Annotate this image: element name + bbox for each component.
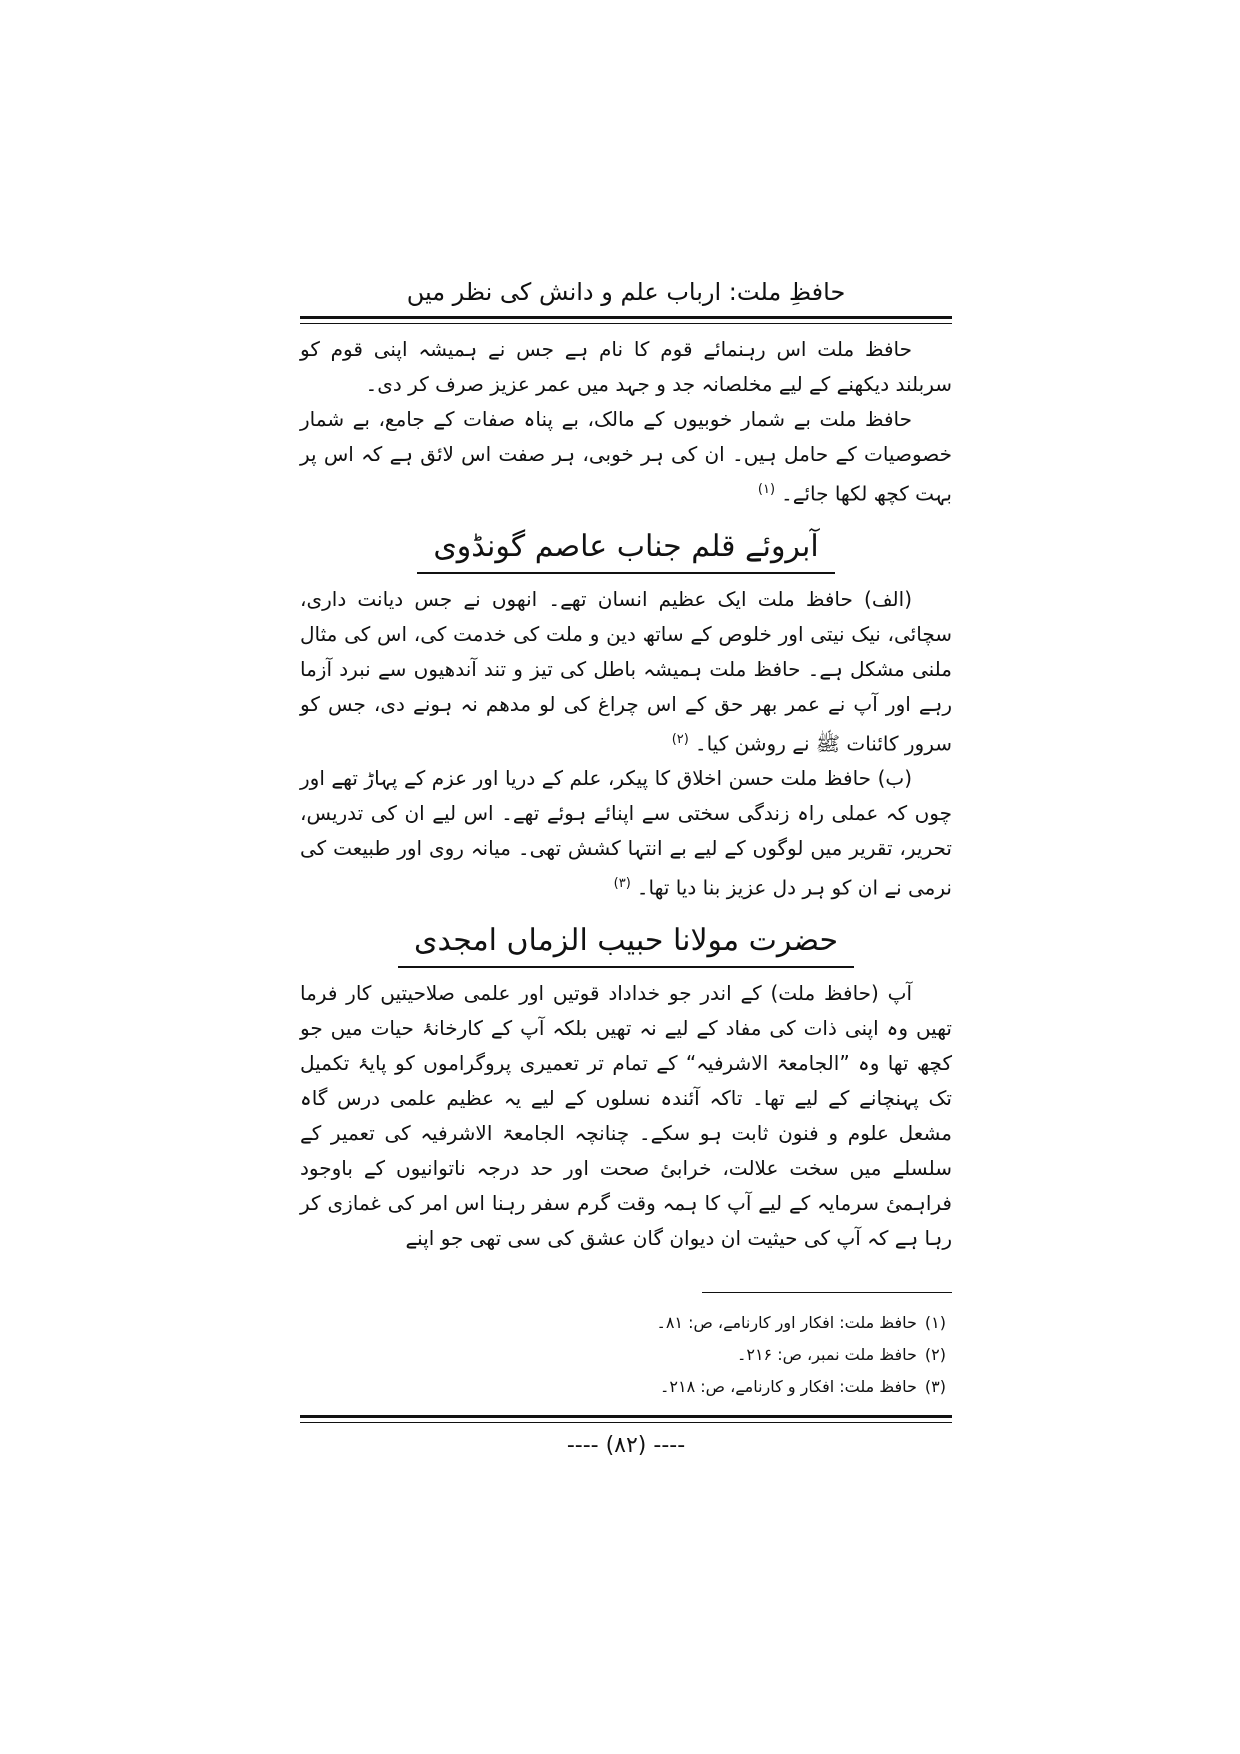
footnote-item: [300, 1371, 952, 1403]
intro-paragraph-1: حافظ ملت اس رہنمائے قوم کا نام ہے جس نے ہمیشہ اپنی قوم کو سربلند دیکھنے کے لیے مخلصانہ جد و جہد میں عمر عزیز صرف کر دی۔: [300, 337, 952, 396]
section1-paragraph-be: [300, 761, 952, 906]
running-title: حافظِ ملت: ارباب علم و دانش کی نظر میں: [406, 278, 846, 306]
footnote-ref-1: (۱): [757, 482, 776, 497]
section1-paragraph-alif-text: (الف) حافظ ملت ایک عظیم انسان تھے۔ انھوں نے جس دیانت داری، سچائی، نیک نیتی اور خلوص کے ساتھ دین و ملت کی خدمت کی، اس کی مثال ملنی مشکل ہے۔ حافظ ملت ہمیشہ باطل کی تیز و تند آندھیوں سے نبرد آزما رہے اور آپ نے عمر بھر حق کے اس چراغ کی لو مدھم نہ ہونے دی، جس کو سرور کائنات ﷺ نے روشن کیا۔: [300, 586, 952, 756]
footnote-ref-3: (۳): [613, 876, 631, 892]
footnote-number: (۱): [924, 1312, 946, 1332]
book-page: [300, 270, 952, 1463]
header-double-rule: [300, 316, 952, 324]
footnote-separator: [702, 1292, 952, 1293]
footnote-text: حافظ ملت نمبر، ص: ۲۱۶۔: [736, 1344, 917, 1364]
section1-paragraph-alif: [300, 582, 952, 762]
footnote-ref-2: (۲): [671, 731, 689, 747]
section-heading-habib-uz-zaman: [300, 918, 952, 968]
section-heading-asim-gondvi-text: آبروئے قلم جناب عاصم گونڈوی: [417, 524, 834, 574]
footnote-text: حافظ ملت: افکار اور کارنامے، ص: ۸۱۔: [656, 1312, 917, 1332]
section1-paragraph-be-text: (ب) حافظ ملت حسن اخلاق کا پیکر، علم کے دریا اور عزم کے پہاڑ تھے اور چوں کہ عملی راہ زندگی سختی سے اپنائے ہوئے تھے۔ اس لیے ان کی تدریس، تحریر، تقریر میں لوگوں کے لیے بے انتہا کشش تھی۔ میانہ روی اور طبیعت کی نرمی نے ان کو ہر دل عزیز بنا دیا تھا۔: [300, 766, 952, 900]
intro-paragraph-2: [300, 402, 952, 512]
section-heading-asim-gondvi: [300, 524, 952, 574]
intro-paragraph-2-text: حافظ ملت بے شمار خوبیوں کے مالک، بے پناہ صفات کے جامع، بے شمار خصوصیات کے حامل ہیں۔ ان کی ہر خوبی، ہر صفت اس لائق ہے کہ اس پر بہت کچھ لکھا جائے۔: [300, 407, 952, 506]
section-heading-habib-uz-zaman-text: حضرت مولانا حبیب الزماں امجدی: [398, 918, 854, 968]
section2-paragraph: آپ (حافظ ملت) کے اندر جو خداداد قوتیں اور علمی صلاحیتیں کار فرما تھیں وہ اپنی ذات کی مفاد کے لیے نہ تھیں بلکہ آپ کے کارخانۂ حیات میں جو کچھ تھا وہ ”الجامعۃ الاشرفیہ“ کے تمام تر تعمیری پروگراموں کو پایۂ تکمیل تک پہنچانے کے لیے تھا۔ تاکہ آئندہ نسلوں کے لیے یہ عظیم علمی درس گاہ مشعل علوم و فنون ثابت ہو سکے۔ چنانچہ الجامعۃ الاشرفیہ کی تعمیر کے سلسلے میں سخت علالت، خرابیٔ صحت اور حد درجہ ناتوانیوں کے باوجود فراہمیٔ سرمایہ کے لیے آپ کا ہمہ وقت گرم سفر رہنا اس امر کی غمازی کر رہا ہے کہ آپ کی حیثیت ان دیوان گان عشق کی سی تھی جو اپنے: [300, 980, 952, 1250]
page-number: ---- (۸۲) ----: [566, 1432, 686, 1458]
footnote-number: (۲): [924, 1344, 946, 1364]
footnote-item: [300, 1307, 952, 1339]
footnote-number: (۳): [924, 1376, 946, 1396]
footnote-item: [300, 1339, 952, 1371]
footnote-text: حافظ ملت: افکار و کارنامے، ص: ۲۱۸۔: [660, 1376, 917, 1396]
footer-double-rule: [300, 1415, 952, 1423]
